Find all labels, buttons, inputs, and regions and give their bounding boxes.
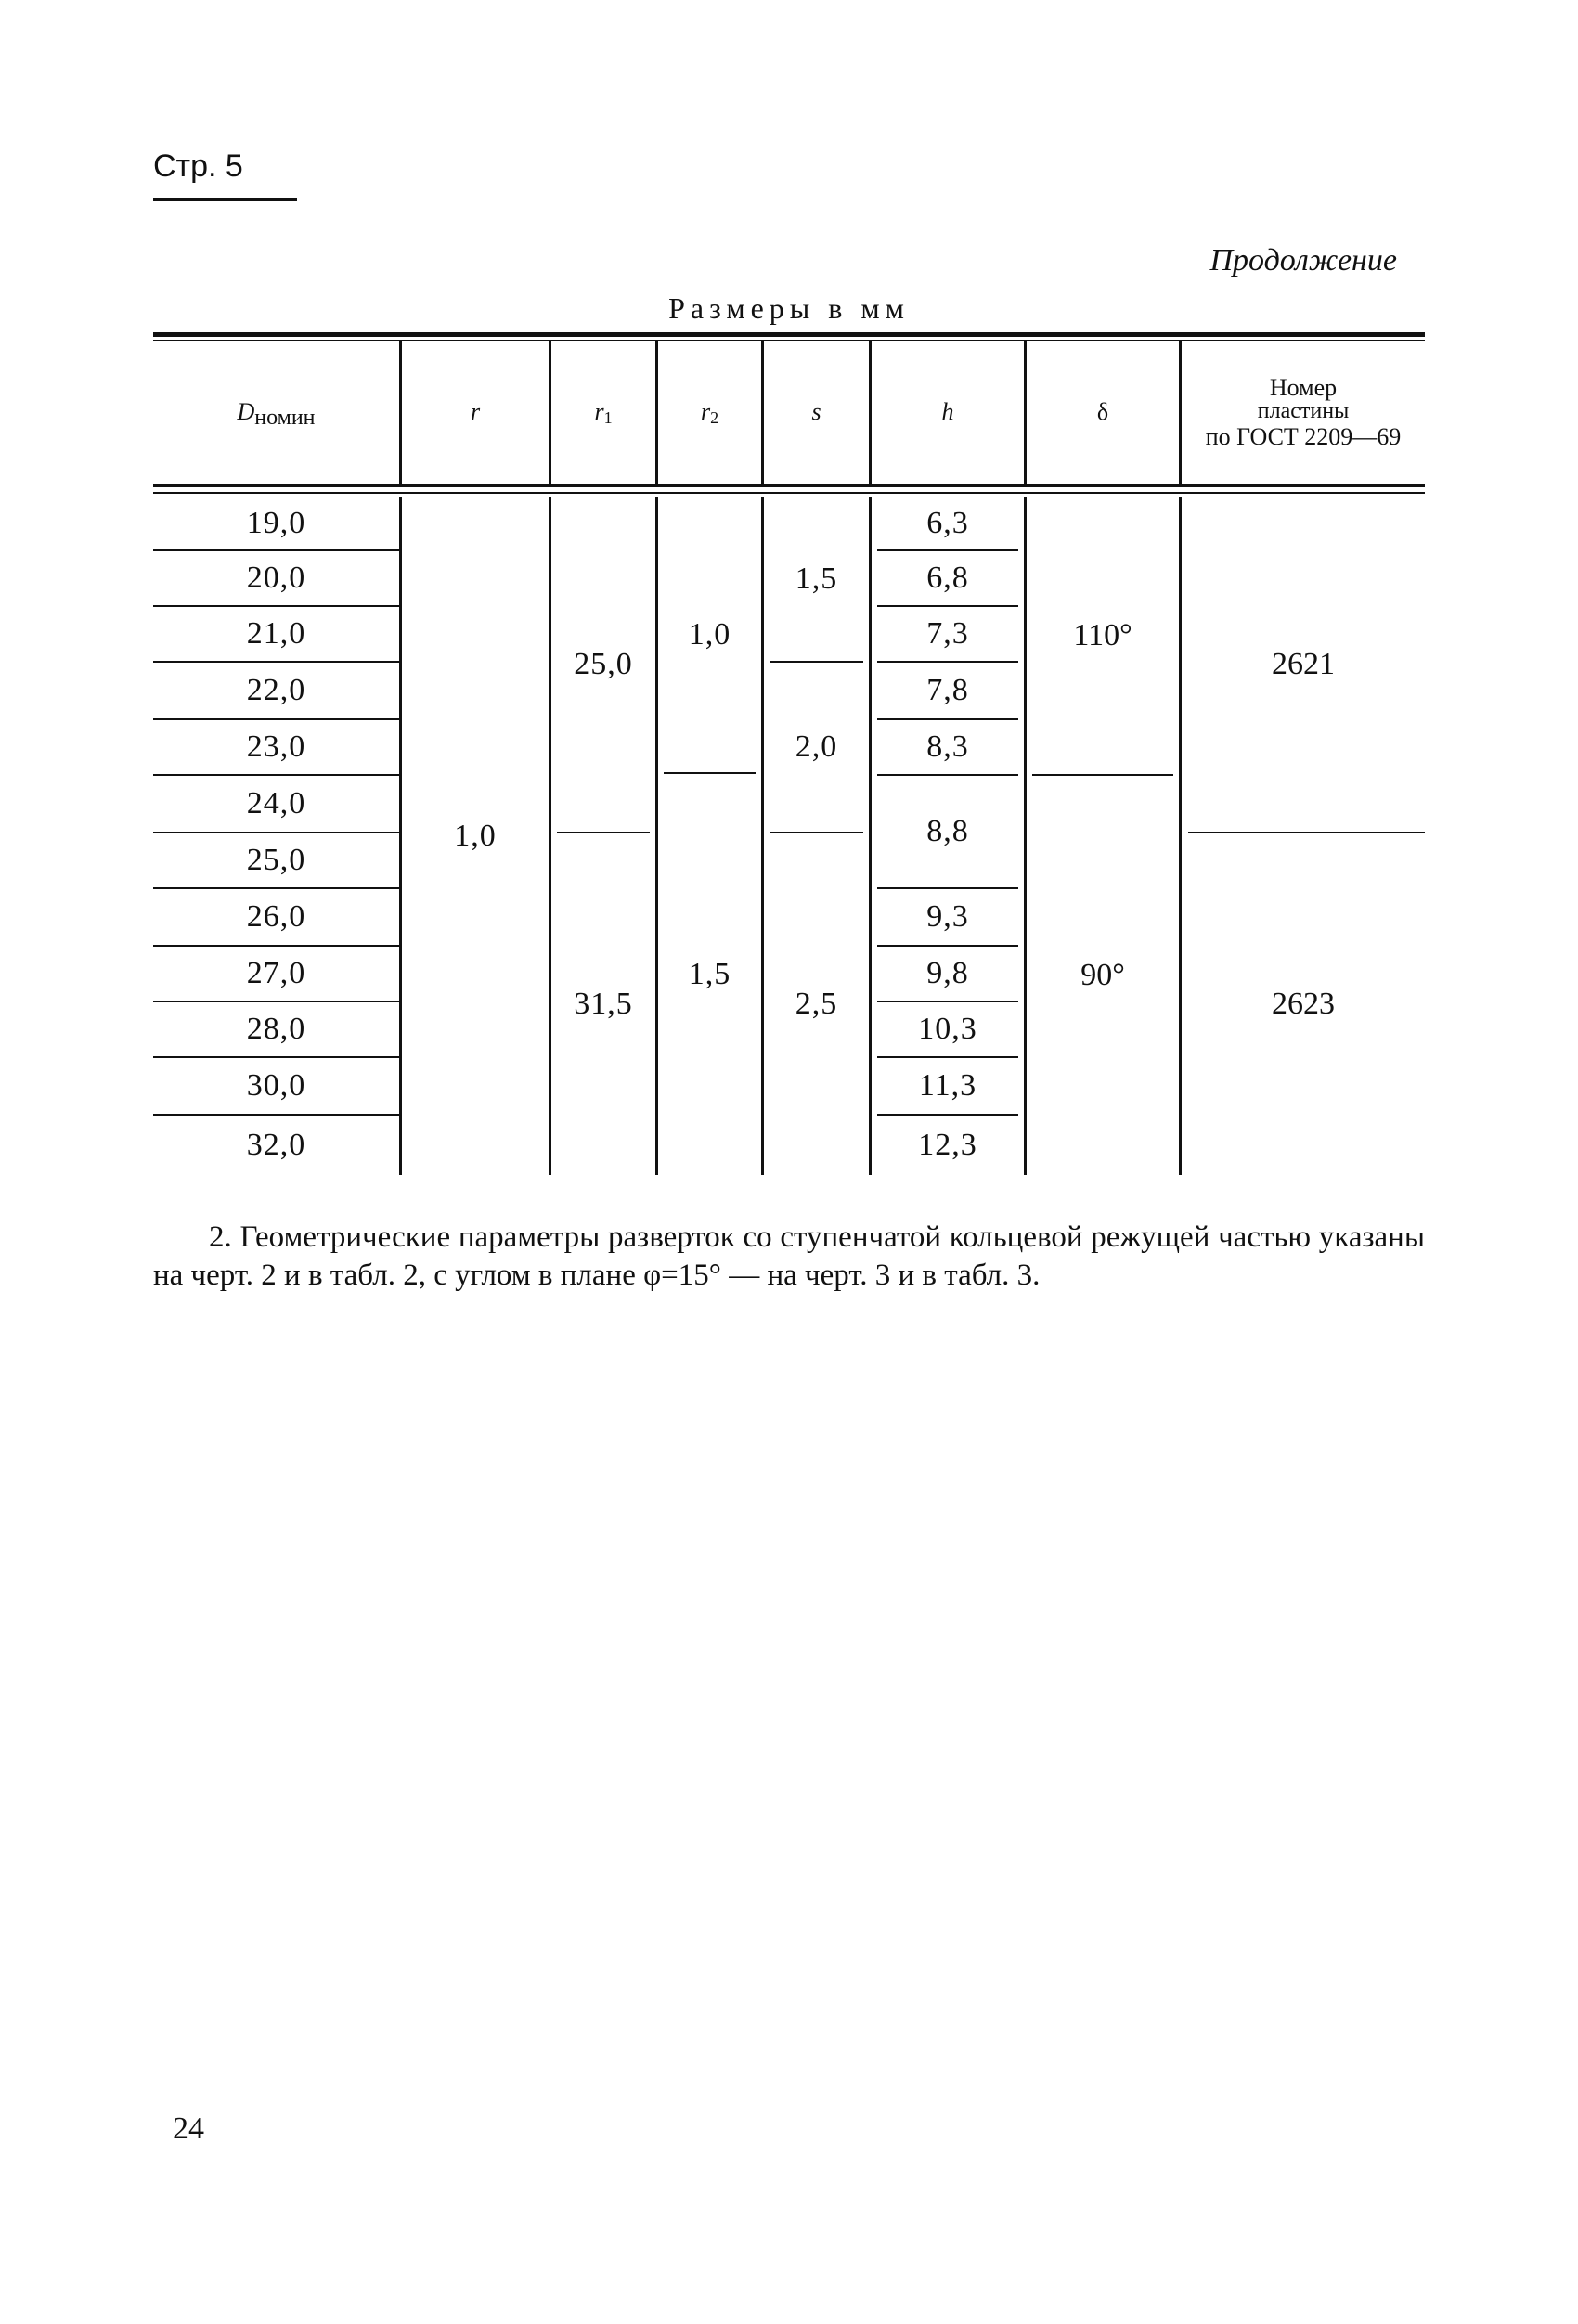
r1-cell: 31,5 xyxy=(574,987,633,1021)
header-r-symbol: r xyxy=(470,398,481,425)
body-paragraph: 2. Геометрические параметры разверток со ступенчатой кольцевой режущей частью указаны на черт. 2 и в табл. 2, с углом в плане φ=15° — на черт. 3 и в табл. 3. xyxy=(153,1220,1425,1292)
h-cell: 8,8 xyxy=(926,814,969,848)
d-nom-cell: 25,0 xyxy=(246,843,306,877)
header-bottom-rule-thin xyxy=(153,492,1425,494)
d-nom-cell: 28,0 xyxy=(246,1012,306,1046)
header-s xyxy=(764,341,869,484)
header-d-subscript: номин xyxy=(254,405,316,430)
header-s-symbol: s xyxy=(811,398,821,425)
h-cell: 10,3 xyxy=(918,1012,977,1046)
h-cell: 9,8 xyxy=(926,956,969,990)
header-h xyxy=(872,341,1024,484)
header-r2-symbol: r xyxy=(700,398,711,425)
delta-cell: 110° xyxy=(1073,618,1132,652)
continuation-label: Продолжение xyxy=(1209,243,1397,278)
d-nom-cell: 24,0 xyxy=(246,786,306,820)
h-cell: 9,3 xyxy=(926,899,969,934)
r1-cell: 25,0 xyxy=(574,647,633,681)
r-cell: 1,0 xyxy=(454,819,497,853)
header-d-nominal xyxy=(153,341,399,484)
delta-cell: 90° xyxy=(1080,958,1125,992)
header-plate-line2: пластины xyxy=(1257,399,1350,424)
page-number: 24 xyxy=(173,2111,204,2146)
h-cell: 6,8 xyxy=(926,561,969,595)
s-cell: 2,0 xyxy=(795,729,838,764)
d-nom-cell: 26,0 xyxy=(246,899,306,934)
units-caption: Размеры в мм xyxy=(668,291,910,325)
plate-cell: 2623 xyxy=(1272,987,1335,1021)
r2-cell: 1,0 xyxy=(688,617,731,652)
header-r1 xyxy=(551,341,655,484)
header-r1-symbol: r xyxy=(594,398,604,425)
d-nom-cell: 32,0 xyxy=(246,1128,306,1162)
d-nom-cell: 22,0 xyxy=(246,673,306,707)
s-cell: 2,5 xyxy=(795,987,838,1021)
plate-cell: 2621 xyxy=(1272,647,1335,681)
s-cell: 1,5 xyxy=(795,562,838,596)
header-r1-subscript: 1 xyxy=(603,407,613,427)
r2-cell: 1,5 xyxy=(688,957,731,991)
h-cell: 12,3 xyxy=(918,1128,977,1162)
d-nom-cell: 20,0 xyxy=(246,561,306,595)
h-cell: 7,3 xyxy=(926,616,969,651)
d-nom-cell: 27,0 xyxy=(246,956,306,990)
d-nom-cell: 30,0 xyxy=(246,1068,306,1103)
page-label: Стр. 5 xyxy=(153,148,243,184)
d-nom-cell: 23,0 xyxy=(246,729,306,764)
header-r xyxy=(402,341,549,484)
header-r2-subscript: 2 xyxy=(710,407,719,427)
header-plate-line1: Номер xyxy=(1269,374,1338,402)
d-nom-cell: 19,0 xyxy=(246,506,306,540)
header-delta-symbol: δ xyxy=(1096,398,1109,425)
header-plate-number xyxy=(1182,341,1425,484)
h-cell: 7,8 xyxy=(926,673,969,707)
h-cell: 6,3 xyxy=(926,506,969,540)
header-bottom-rule xyxy=(153,484,1425,487)
header-d-symbol: D xyxy=(237,398,255,425)
header-plate-line3: по ГОСТ 2209—69 xyxy=(1205,422,1402,450)
h-cell: 8,3 xyxy=(926,729,969,764)
h-cell: 11,3 xyxy=(918,1068,977,1103)
table-top-rule xyxy=(153,332,1425,337)
header-r2 xyxy=(658,341,761,484)
header-delta xyxy=(1027,341,1179,484)
d-nom-cell: 21,0 xyxy=(246,616,306,651)
header-h-symbol: h xyxy=(941,398,954,425)
